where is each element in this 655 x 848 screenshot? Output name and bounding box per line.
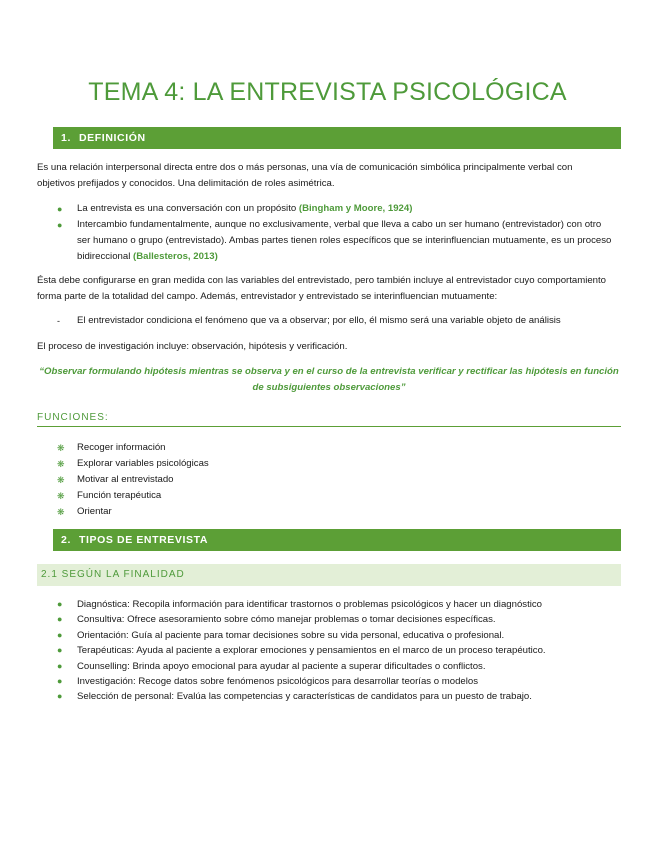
bullet-text: La entrevista es una conversación con un propósito xyxy=(77,203,299,214)
list-item xyxy=(57,313,617,329)
list-item xyxy=(57,628,617,643)
section-label: TIPOS DE ENTREVISTA xyxy=(79,534,209,546)
function-text: Explorar variables psicológicas xyxy=(77,458,209,469)
configuration-paragraph: Ésta debe configurarse en gran medida con las variables del entrevistado, pero también incluye al entrevistador cuyo comportamiento forma parte de la totalidad del campo. Además, entrevistador y entrevistado se interinfluencian mutuamente: xyxy=(37,275,607,302)
bullet-icon: ● xyxy=(57,220,63,230)
quote-paragraph: “Observar formulando hipótesis mientras se observa y en el curso de la entrevista verificar y rectificar las hipótesis en función de subsiguientes observaciones” xyxy=(39,366,619,393)
star-bullet-icon: ❋ xyxy=(57,459,65,469)
list-item xyxy=(57,643,617,658)
definition-bullet-list xyxy=(57,201,617,265)
functions-list xyxy=(57,440,617,520)
function-text: Orientar xyxy=(77,506,112,517)
types-list xyxy=(57,597,617,705)
subsection-header-finalidad: 2.1 SEGÚN LA FINALIDAD xyxy=(37,564,621,586)
bullet-icon: ● xyxy=(57,645,63,656)
type-text: Orientación: Guía al paciente para tomar decisiones sobre su vida personal, educativa o profesional. xyxy=(77,629,505,641)
list-item xyxy=(57,472,617,488)
type-text: Investigación: Recoge datos sobre fenómenos psicológicos para desarrollar teorías o modelos xyxy=(77,676,479,688)
bullet-icon: ● xyxy=(57,599,63,609)
list-item xyxy=(57,659,617,674)
type-text: Selección de personal: Evalúa las competencias y características de candidatos para un puesto de trabajo. xyxy=(77,691,532,703)
type-text: Counselling: Brinda apoyo emocional para ayudar al paciente a superar dificultades o conflictos. xyxy=(77,660,486,672)
bullet-icon: ● xyxy=(57,629,63,640)
star-bullet-icon: ❋ xyxy=(57,507,65,517)
list-item xyxy=(57,440,617,456)
list-item xyxy=(57,504,617,520)
bullet-text: Intercambio fundamentalmente, aunque no exclusivamente, verbal que lleva a cabo un ser humano (entrevistador) con otro ser humano o grupo (entrevistado). Ambas partes tienen roles específicos que se interinfluencian mutuamente, es un proceso bidireccional xyxy=(77,219,612,262)
bullet-icon: ● xyxy=(57,691,63,702)
type-text: Consultiva: Ofrece asesoramiento sobre cómo manejar problemas o tomar decisiones específicas. xyxy=(77,614,496,626)
section-number: 2. xyxy=(61,534,71,546)
list-item xyxy=(57,456,617,472)
list-item xyxy=(57,674,617,689)
citation: (Ballesteros, 2013) xyxy=(133,251,218,262)
interviewer-list xyxy=(57,313,617,329)
star-bullet-icon: ❋ xyxy=(57,443,65,453)
list-item xyxy=(57,201,617,217)
functions-heading: FUNCIONES: xyxy=(37,412,621,427)
list-item-text: El entrevistador condiciona el fenómeno que va a observar; por ello, él mismo será una variable objeto de análisis xyxy=(77,315,561,326)
bullet-icon: ● xyxy=(57,204,63,214)
bullet-icon: ● xyxy=(57,676,63,687)
dash-marker: - xyxy=(57,316,60,326)
definition-paragraph: Es una relación interpersonal directa entre dos o más personas, una vía de comunicación simbólica principalmente verbal con objetivos prefijados y conocidos. Una delimitación de roles asimétrica. xyxy=(37,162,573,189)
star-bullet-icon: ❋ xyxy=(57,475,65,485)
list-item xyxy=(57,612,617,627)
function-text: Función terapéutica xyxy=(77,490,162,501)
section-label: DEFINICIÓN xyxy=(79,132,146,144)
section-number: 1. xyxy=(61,132,71,144)
bullet-icon: ● xyxy=(57,614,63,625)
research-process-paragraph: El proceso de investigación incluye: observación, hipótesis y verificación. xyxy=(37,341,348,352)
section-header-tipos xyxy=(53,529,621,551)
function-text: Recoger información xyxy=(77,442,166,453)
star-bullet-icon: ❋ xyxy=(57,491,65,501)
list-item xyxy=(57,217,617,265)
page-title: TEMA 4: LA ENTREVISTA PSICOLÓGICA xyxy=(88,78,567,106)
citation: (Bingham y Moore, 1924) xyxy=(298,203,413,214)
function-text: Motivar al entrevistado xyxy=(77,474,174,485)
list-item xyxy=(57,488,617,504)
type-text: Terapéuticas: Ayuda al paciente a explorar emociones y pensamientos en el marco de un proceso terapéutico. xyxy=(77,645,546,657)
list-item xyxy=(57,689,617,704)
type-text: Diagnóstica: Recopila información para identificar trastornos o problemas psicológicos y hacer un diagnóstico xyxy=(77,599,543,610)
bullet-icon: ● xyxy=(57,660,63,671)
section-header-definicion xyxy=(53,127,621,149)
list-item xyxy=(57,597,617,612)
